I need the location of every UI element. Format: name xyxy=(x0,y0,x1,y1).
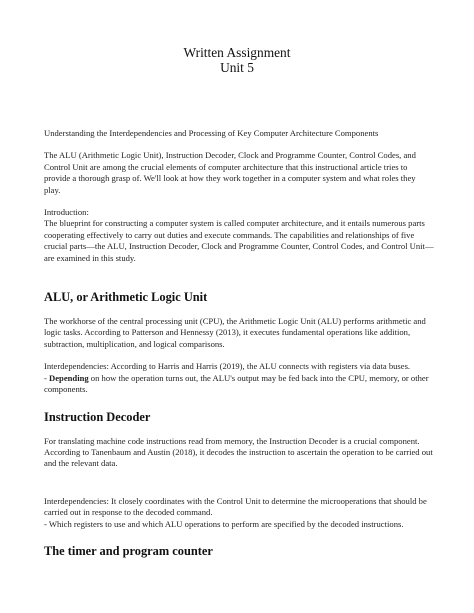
decoder-paragraph: For translating machine code instructions read from memory, the Instruction Decoder is a crucial component. According to Tanenbaum and Austin (2018), it decodes the instruction to ascertain the operation to be carried out and the relevant data. xyxy=(44,435,433,469)
introduction-label: Introduction: xyxy=(44,207,89,218)
alu-bullet-rest: on how the operation turns out, the ALU's output may be fed back into the CPU, memory, or other components. xyxy=(44,372,429,395)
alu-bullet xyxy=(44,373,434,396)
alu-bullet-prefix: - xyxy=(44,372,50,383)
title-line-1: Written Assignment xyxy=(183,45,291,60)
alu-paragraph: The workhorse of the central processing unit (CPU), the Arithmetic Logic Unit (ALU) performs arithmetic and logic tasks. According to Patterson and Hennessy (2013), it executes fundamental operations like addition, subtraction, multiplication, and logical comparisons. xyxy=(44,316,426,349)
intro-heading: Understanding the Interdependencies and Processing of Key Computer Architecture Components xyxy=(44,128,379,138)
alu-bullet-bold: Depending xyxy=(49,372,89,383)
decoder-interdependencies: Interdependencies: It closely coordinates with the Control Unit to determine the microoperations that should be carried out in response to the decoded command. xyxy=(44,495,427,518)
document-title xyxy=(0,45,474,75)
decoder-bullet: - Which registers to use and which ALU operations to perform are specified by the decoded instructions. xyxy=(44,518,404,529)
decoder-heading: Instruction Decoder xyxy=(44,409,151,424)
intro-paragraph: The ALU (Arithmetic Logic Unit), Instruction Decoder, Clock and Programme Counter, Control Codes, and Control Unit are among the crucial elements of computer architecture that this instructional article tries to provide a thorough grasp of. We'll look at how they work together in a computer system and what roles they play. xyxy=(44,150,416,195)
alu-heading: ALU, or Arithmetic Logic Unit xyxy=(44,290,208,305)
introduction-text: The blueprint for constructing a computer system is called computer architecture, and it entails numerous parts cooperating effectively to carry out duties and execute commands. The capabilities and relationships of five crucial parts—the ALU, Instruction Decoder, Clock and Programme Counter, Control Codes, and Control Unit—are examined in this study. xyxy=(44,218,434,263)
alu-interdependencies: Interdependencies: According to Harris and Harris (2019), the ALU connects with registers via data buses. xyxy=(44,361,411,372)
title-line-2: Unit 5 xyxy=(220,60,254,75)
document-body xyxy=(44,128,434,559)
timer-heading: The timer and program counter xyxy=(44,543,213,558)
